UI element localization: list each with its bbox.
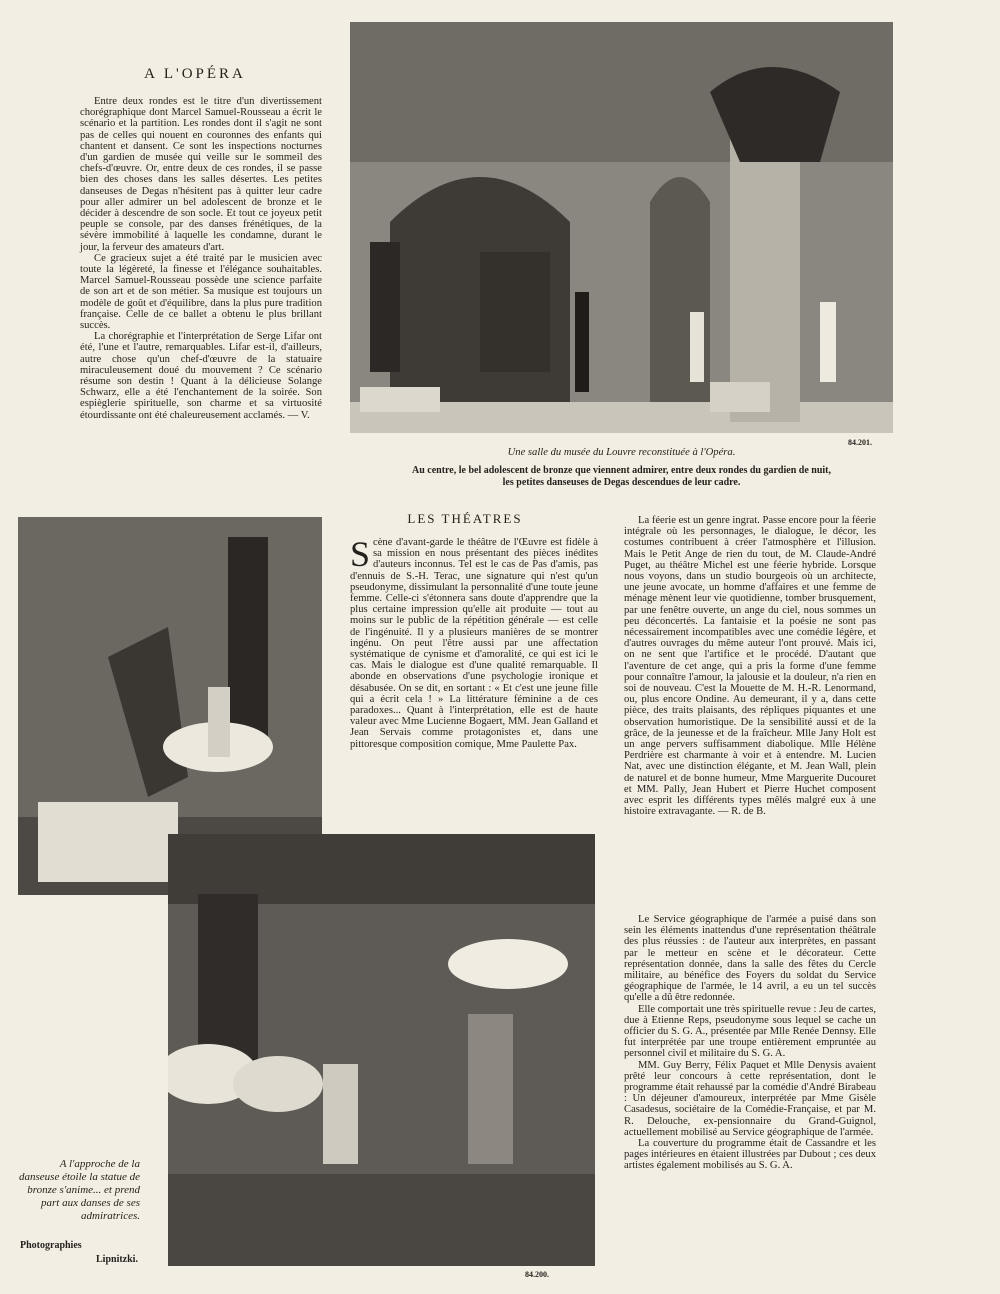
- ballet-side-caption: A l'approche de la danseuse étoile la statue de bronze s'anime... et prend part aux danses de ses admiratrices.: [19, 1158, 140, 1222]
- ballet-photo: [168, 834, 595, 1266]
- opera-paragraph: Ce gracieux sujet a été traité par le musicien avec toute la légèreté, la finesse et l'élégance souhaitables. Marcel Samuel-Rousseau possède une science parfaite de son art et de son métier. Sa musique est toujours un modèle de goût et d'équilibre, dans la plus pure tradition française. Celle de ce ballet a obtenu le plus brillant succès.: [80, 252, 322, 332]
- opera-article: [80, 96, 322, 421]
- theatres-paragraph: Elle comportait une très spirituelle revue : Jeu de cartes, due à Etienne Reps, pseudonyme sous lequel se cache un officier du S. G. A., présentée par Mlle Renée Dennsy. Elle fut interprétée par une troupe entièrement empruntée au personnel civil et militaire du S. G. A.: [624, 1003, 876, 1060]
- theatres-paragraph: Le Service géographique de l'armée a puisé dans son sein les éléments inattendus d'une représentation théâtrale des plus réussies : de l'auteur aux interprètes, en passant par le metteur en scène et le décorateur. Cette représentation donnée, dans la salle des fêtes du Cercle militaire, au bénéfice des Foyers du soldat du Service géographique de l'armée, le 14 avril, a eu un tel succès qu'elle a dû être redonnée.: [624, 914, 876, 1004]
- opera-paragraph: Entre deux rondes est le titre d'un divertissement chorégraphique dont Marcel Samuel-Rousseau a écrit le scénario et la partition. Les rondes dont il s'agit ne sont pas de celles qui nouent en couronnes des enfants qui chantent et dansent. Ce sont les inspections nocturnes d'un gardien de musée qui veille sur le sommeil des chefs-d'œuvre. Or, entre deux de ces rondes, il se passe bien des choses dans les salles désertes. Les petites danseuses de Degas n'hésitent pas à quitter leur cadre pour aller admirer un bel adolescent de bronze et le décider à descendre de son socle. Et tout ce joyeux petit peuple se console, par des danses frénétiques, de la sévère immobilité à laquelle les condamne, durant le jour, la ferveur des amateurs d'art.: [80, 96, 322, 253]
- theatres-column-2: [624, 515, 876, 817]
- theatres-title: LES THÉATRES: [407, 511, 523, 526]
- theatres-paragraph: La féerie est un genre ingrat. Passe encore pour la féerie intégrale où les personnages, le dialogue, le décor, les costumes contribuent à créer l'atmosphère et l'illusion. Mais le Petit Ange de rien du tout, de M. Claude-André Puget, au théâtre Michel est une féerie hybride. Lorsque nous voyons, dans un studio bourgeois où un architecte, une jeune avocate, un homme d'affaires et une femme de ménage mènent leur vie quotidienne, tomber brusquement, par une fenêtre ouverte, un ange du ciel, nous sommes un peu déconcertés. La fantaisie et la poésie ne sont pas nécessairement incompatibles avec une comédie légère, et d'autres ouvrages du même auteur l'ont prouvé. Mais ici, on ne sent que l'artifice et le procédé. D'autant que l'aventure de cet ange, qui a pris la forme d'une femme pour connaître l'amour, la jalousie et la douleur, n'a rien en soi de nouveau. C'est la Mouette de M. H.-R. Lenormand, ou, plus encore Ondine. Au demeurant, il y a, dans cette pièce, des traits plaisants, des répliques piquantes et une observation humoristique. De la sensibilité aussi et de la grâce, de la jeunesse et de la fraîcheur. Mlle Jany Holt est un ange pervers suffisamment diabolique. Mlle Hélène Perdrière est charmante à voir et à entendre. M. Lucien Nat, avec une distinction élégante, et M. Jean Wall, plein de naturel et de bonne humeur, Mme Marguerite Ducouret et MM. Pally, Jean Hubert et Pierre Huchet composent avec esprit les différents types mêlés malgré eux à une histoire extravagante. — R. de B.: [624, 515, 876, 818]
- theatres-paragraph: cène d'avant-garde le théâtre de l'Œuvre est fidèle à sa mission en nous présentant des pièces inédites d'auteurs inconnus. Tel est le cas de Pas d'amis, pas d'ennuis de S.-H. Terac, une signature qui n'est qu'un pseudonyme, dissimulant la personnalité d'une toute jeune femme. Celle-ci s'étonnera sans doute d'apprendre que la plus certaine impression qu'elle ait produite — tout au moins sur le public de la répétition générale — est celle de l'ingénuité. Il y a plusieurs manières de se montrer ingénu. On peut l'être aussi par une affectation systématique de cynisme et d'amoralité, ce qui est ici le cas. Mais le dialogue est d'une qualité remarquable. Il abonde en observations d'une psychologie ironique et désabusée. On se dit, en sortant : « Et c'est une jeune fille qui a écrit cela ! » La littérature féminine a de ces paradoxes... Quant à l'interprétation, elle est de haute valeur avec Mme Lucienne Bogaert, MM. Jean Galland et Jean Servais comme protagonistes et, dans une pittoresque composition comique, Mme Paulette Pax.: [350, 537, 598, 750]
- photo-caption-line: les petites danseuses de Degas descendues de leur cadre.: [502, 477, 741, 488]
- photo-caption-line: Au centre, le bel adolescent de bronze que viennent admirer, entre deux rondes du gardien de nuit,: [412, 465, 831, 476]
- theatres-column-1: [350, 534, 598, 750]
- theatres-paragraph: MM. Guy Berry, Félix Paquet et Mlle Denysis avaient prêté leur concours à cette représentation, dont le programme était rehaussé par la comédie d'André Birabeau : Un déjeuner d'amoureux, interprétée par Mme Gisèle Casadesus, sociétaire de la Comédie-Française, et par M. R. Delouche, ex-pensionnaire du Grand-Guignol, actuellement mobilisé au Service géographique de l'armée.: [624, 1059, 876, 1138]
- photo-reference: 84.201.: [848, 438, 872, 447]
- opera-title: A L'OPÉRA: [144, 66, 246, 82]
- photo-credit: Lipnitzki.: [96, 1254, 138, 1265]
- dropcap: S: [350, 534, 371, 574]
- photo-credit: Photographies: [20, 1240, 82, 1251]
- photo-caption-title: Une salle du musée du Louvre reconstituée à l'Opéra.: [507, 447, 736, 458]
- theatres-column-2b: [624, 914, 876, 1172]
- louvre-stage-photo: [350, 22, 893, 433]
- theatres-paragraph: La couverture du programme était de Cassandre et les pages intérieures en étaient illustrées par Dubout ; ces deux artistes également mobilisés au S. G. A.: [624, 1138, 876, 1172]
- opera-paragraph: La chorégraphie et l'interprétation de Serge Lifar ont été, l'une et l'autre, remarquables. Lifar est-il, d'ailleurs, autre chose qu'un chef-d'œuvre de la statuaire miraculeusement doué du mouvement ? Ce scénario résume son destin ! Quant à la délicieuse Solange Schwarz, elle a été l'enchantement de la soirée. Son espièglerie spirituelle, son charme et sa virtuosité étourdissante ont été chaleureusement acclamés. — V.: [80, 331, 322, 421]
- photo-reference: 84.200.: [525, 1270, 549, 1279]
